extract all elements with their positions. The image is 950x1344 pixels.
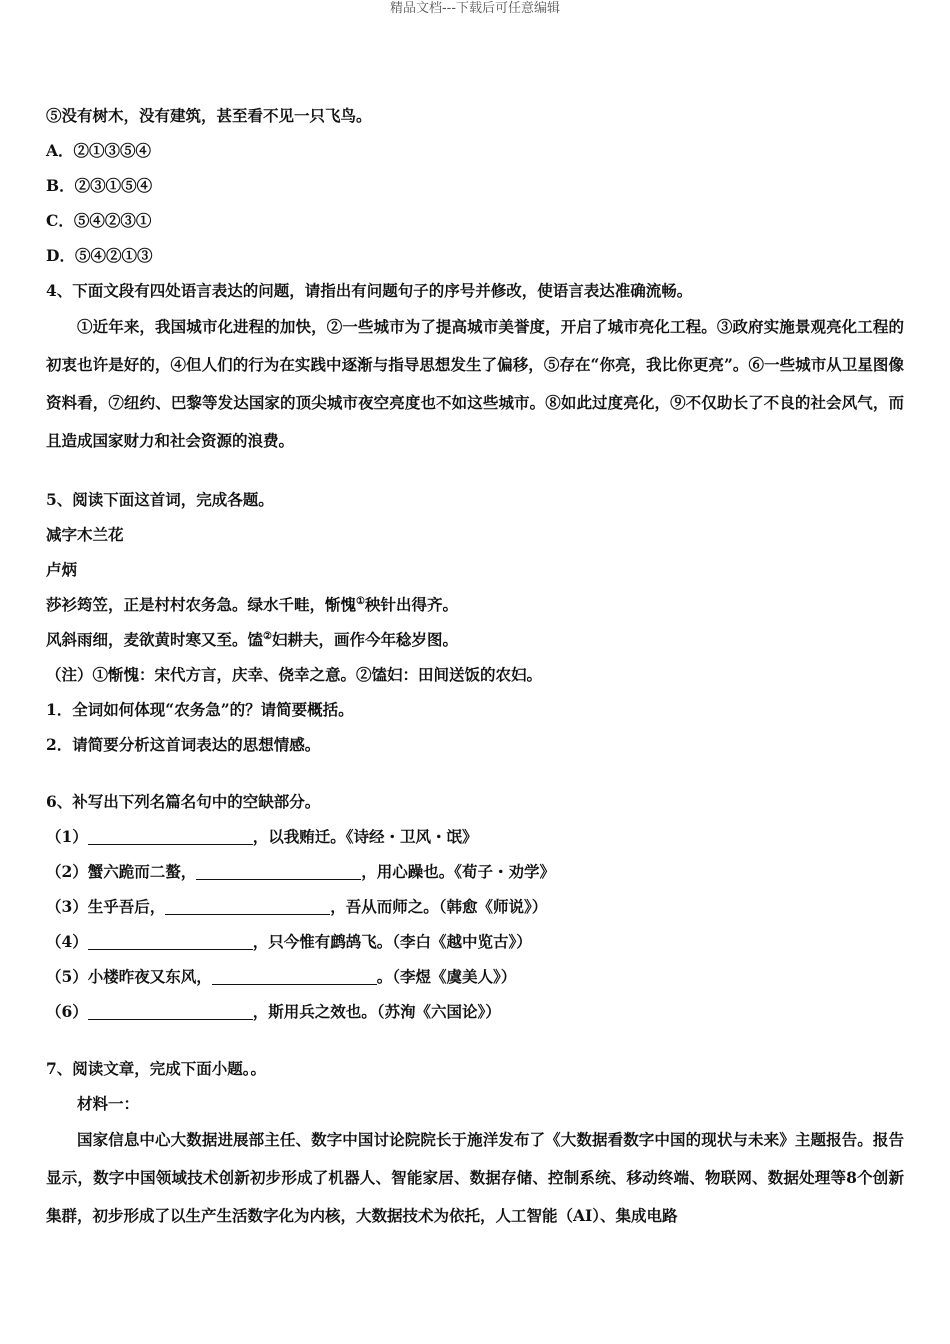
- q6-item-5-prefix: （5）小楼昨夜又东风，: [46, 967, 212, 986]
- poem-line-1: [46, 587, 904, 622]
- q4-passage: ①近年来，我国城市化进程的加快，②一些城市为了提高城市美誉度，开启了城市亮化工程。③政府实施景观亮化工程的初衷也许是好的，④但人们的行为在实践中逐渐与指导思想发生了偏移，⑤存在“你亮，我比你更亮”。⑥一些城市从卫星图像资料看，⑦纽约、巴黎等发达国家的顶尖城市夜空亮度也不如这些城市。⑧如此过度亮化，⑨不仅助长了不良的社会风气，而且造成国家财力和社会资源的浪费。: [46, 317, 904, 450]
- footnote-mark-2: ②: [263, 631, 272, 642]
- fill-blank-4[interactable]: [88, 931, 253, 950]
- q6-item-1-prefix: （1）: [46, 827, 88, 846]
- footnote-mark-1: ①: [356, 596, 365, 607]
- q6-item-6-suffix: ，斯用兵之效也。（苏洵《六国论》）: [252, 1002, 501, 1021]
- fill-blank-2[interactable]: [196, 861, 361, 880]
- fill-blank-3[interactable]: [165, 896, 330, 915]
- poem-line-1-b: 秧针出得齐。: [364, 595, 458, 614]
- spacer: [46, 460, 904, 482]
- page-header: 精品文档---下载后可任意编辑: [389, 1, 561, 16]
- poem-note: （注）①惭愧：宋代方言，庆幸、侥幸之意。②馌妇：田间送饭的农妇。: [46, 665, 543, 684]
- poem-line-1-a: 莎衫筠笠，正是村村农务急。绿水千畦，惭愧: [46, 595, 357, 614]
- q6-item-2: [46, 854, 904, 889]
- q7-title: 7、阅读文章，完成下面小题。。: [46, 1059, 267, 1078]
- q7-passage: 国家信息中心大数据进展部主任、数字中国讨论院院长于施洋发布了《大数据看数字中国的现状与未来》主题报告。报告显示，数字中国领域技术创新初步形成了机器人、智能家居、数据存储、控制系统、移动终端、物联网、数据处理等8个创新集群，初步形成了以生产生活数字化为内核，大数据技术为依托，人工智能（AI）、集成电路: [46, 1130, 904, 1225]
- q5-title: 5、阅读下面这首词，完成各题。: [46, 490, 274, 509]
- q6-item-6-prefix: （6）: [46, 1002, 88, 1021]
- fill-blank-5[interactable]: [212, 966, 377, 985]
- poem-author: 卢炳: [46, 560, 78, 579]
- q5-sub-2: 2．请简要分析这首词表达的思想情感。: [46, 735, 321, 754]
- q6-item-2-prefix: （2）蟹六跪而二螯，: [46, 862, 197, 881]
- q6-item-1: [46, 819, 904, 854]
- q3-option-d: D．⑤④②①③: [46, 246, 153, 265]
- q3-option-c: C．⑤④②③①: [46, 211, 152, 230]
- q6-item-1-suffix: ，以我贿迁。《诗经・卫风・氓》: [252, 827, 478, 846]
- q5-sub-1: 1．全词如何体现“农务急”的？请简要概括。: [46, 700, 354, 719]
- q6-item-5-suffix: 。（李煜《虞美人》）: [376, 967, 517, 986]
- fill-blank-6[interactable]: [88, 1001, 253, 1020]
- q6-item-4: [46, 924, 904, 959]
- q6-item-5: [46, 959, 904, 994]
- q6-item-4-prefix: （4）: [46, 932, 88, 951]
- spacer: [46, 1029, 904, 1051]
- q3-option-b: B．②③①⑤④: [46, 176, 153, 195]
- q3-item-5: ⑤没有树木，没有建筑，甚至看不见一只飞鸟。: [46, 106, 372, 125]
- q6-title: 6、补写出下列名篇名句中的空缺部分。: [46, 792, 321, 811]
- q6-item-4-suffix: ，只今惟有鹧鸪飞。（李白《越中览古》）: [252, 932, 532, 951]
- fill-blank-1[interactable]: [88, 826, 253, 845]
- q4-title: 4、下面文段有四处语言表达的问题，请指出有问题句子的序号并修改，使语言表达准确流畅。: [46, 281, 693, 300]
- poem-title: 减字木兰花: [46, 525, 124, 544]
- poem-line-2: [46, 622, 904, 657]
- q3-option-a: A．②①③⑤④: [46, 141, 152, 160]
- q6-item-2-suffix: ，用心躁也。《荀子・劝学》: [361, 862, 556, 881]
- poem-line-2-b: 妇耕夫，画作今年稔岁图。: [271, 630, 458, 649]
- q6-item-3-suffix: ，吾从而师之。（韩愈《师说》）: [330, 897, 548, 916]
- q6-item-3: [46, 889, 904, 924]
- q7-material-label: 材料一：: [77, 1094, 140, 1113]
- spacer: [46, 762, 904, 784]
- q6-item-6: [46, 994, 904, 1029]
- q6-item-3-prefix: （3）生乎吾后，: [46, 897, 166, 916]
- poem-line-2-a: 风斜雨细，麦欲黄时寒又至。馌: [46, 630, 264, 649]
- document-body: [46, 98, 904, 1235]
